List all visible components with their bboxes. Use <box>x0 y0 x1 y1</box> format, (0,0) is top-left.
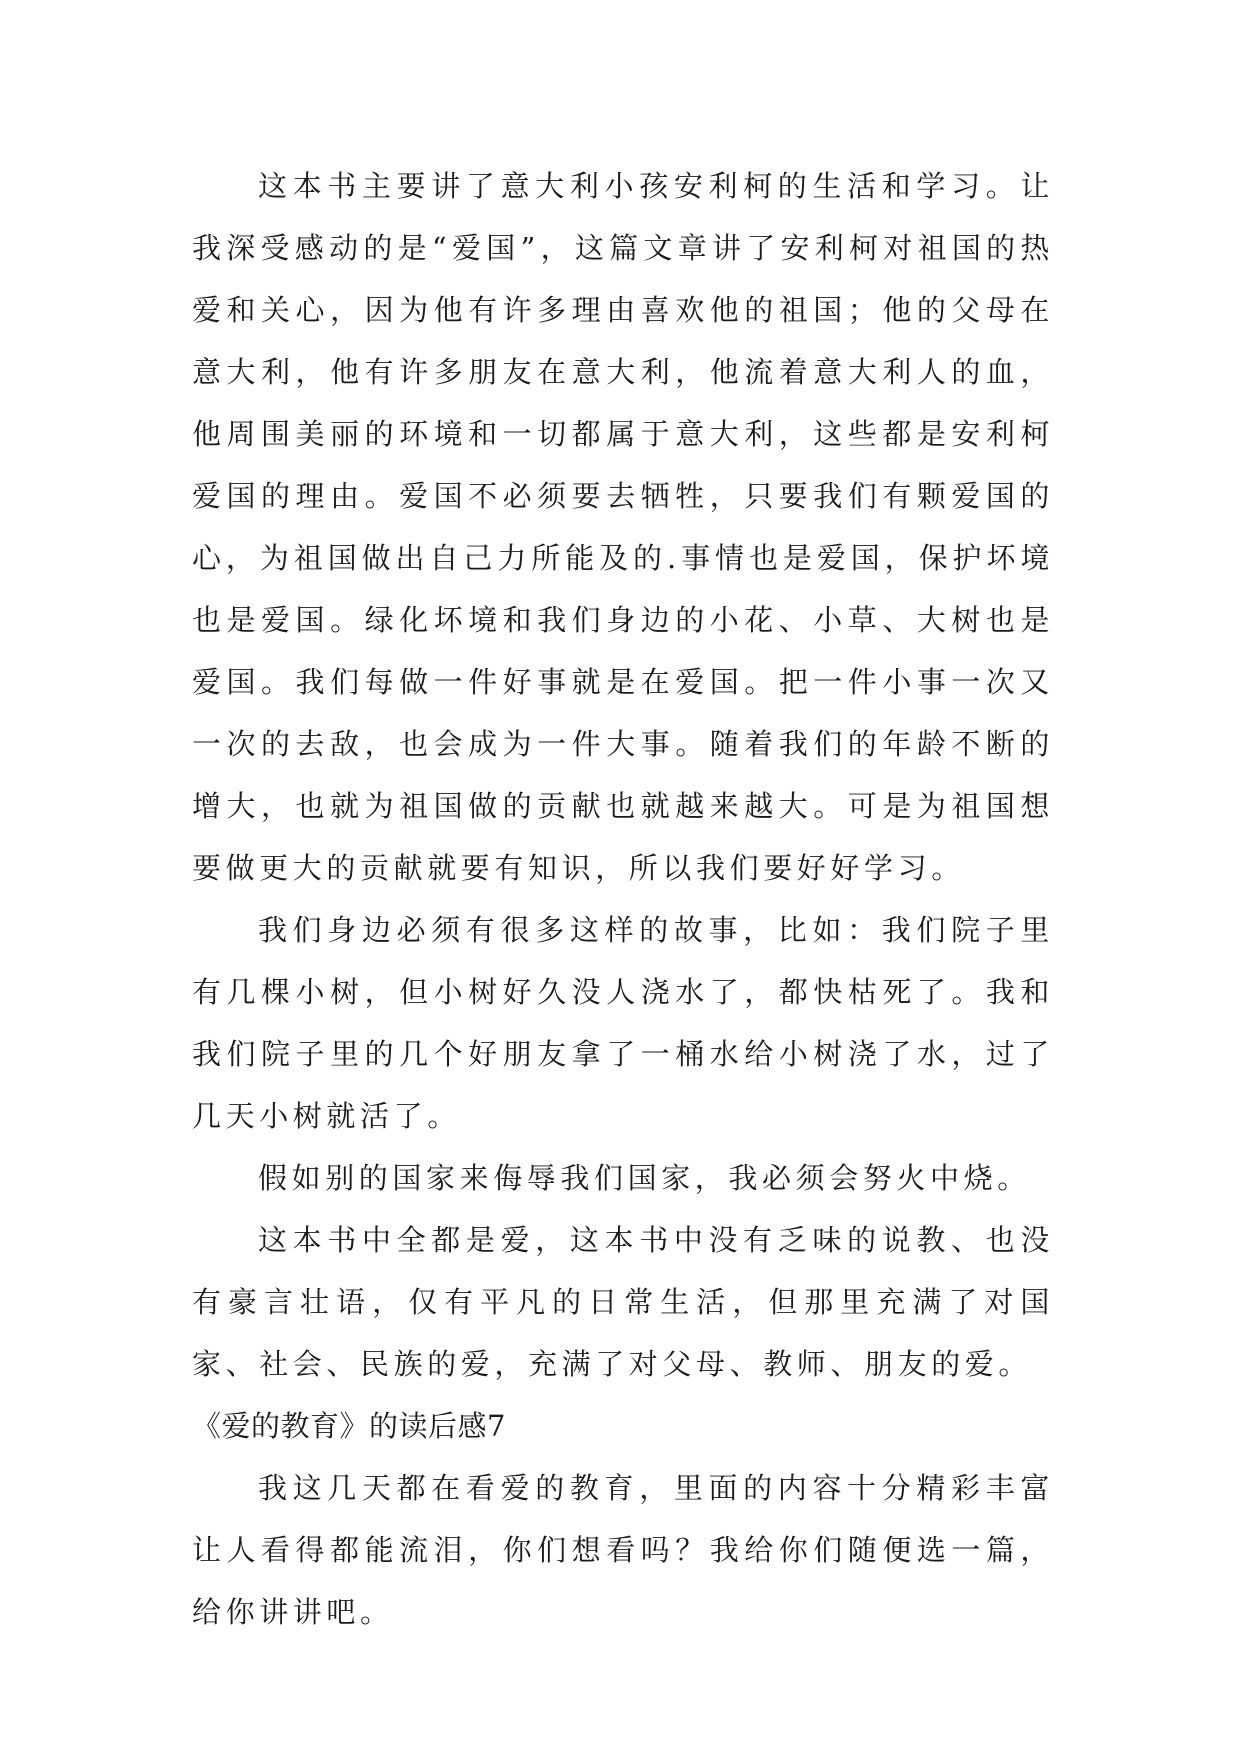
section-heading: 《爱的教育》的读后感7 <box>192 1409 506 1443</box>
paragraph-insult: 假如别的国家来侮辱我们国家，我必须会努火中烧。 <box>258 1161 1031 1195</box>
paragraph-patriotism: 这本书主要讲了意大利小孩安利柯的生活和学习。让我深受感动的是“爱国”，这篇文章讲了安利柯对祖国的热爱和关心，因为他有许多理由喜欢他的祖国；他的父母在意大利，他有许多朋友在意大利，他流着意大利人的血，他周围美丽的环境和一切都属于意大利，这些都是安利柯爱国的理由。爱国不必须要去牺牲，只要我们有颗爱国的心，为祖国做出自己力所能及的.事情也是爱国，保护坏境也是爱国。绿化坏境和我们身边的小花、小草、大树也是爱国。我们每做一件好事就是在爱国。把一件小事一次又一次的去敌，也会成为一件大事。随着我们的年龄不断的增大，也就为祖国做的贡献也就越来越大。可是为祖国想要做更大的贡献就要有知识，所以我们要好好学习。 <box>192 169 1054 885</box>
paragraph-trees-story: 我们身边必须有很多这样的故事，比如：我们院子里有几棵小树，但小树好久没人浇水了，都快枯死了。我和我们院子里的几个好朋友拿了一桶水给小树浇了水，过了几天小树就活了。 <box>192 913 1054 1133</box>
document-body <box>192 155 1054 1643</box>
paragraph-closing: 我这几天都在看爱的教育，里面的内容十分精彩丰富让人看得都能流泪，你们想看吗？我给你们随便选一篇，给你讲讲吧。 <box>192 1471 1054 1629</box>
paragraph-book-love: 这本书中全都是爱，这本书中没有乏味的说教、也没有豪言壮语，仅有平凡的日常生活，但那里充满了对国家、社会、民族的爱，充满了对父母、教师、朋友的爱。 <box>192 1223 1054 1381</box>
